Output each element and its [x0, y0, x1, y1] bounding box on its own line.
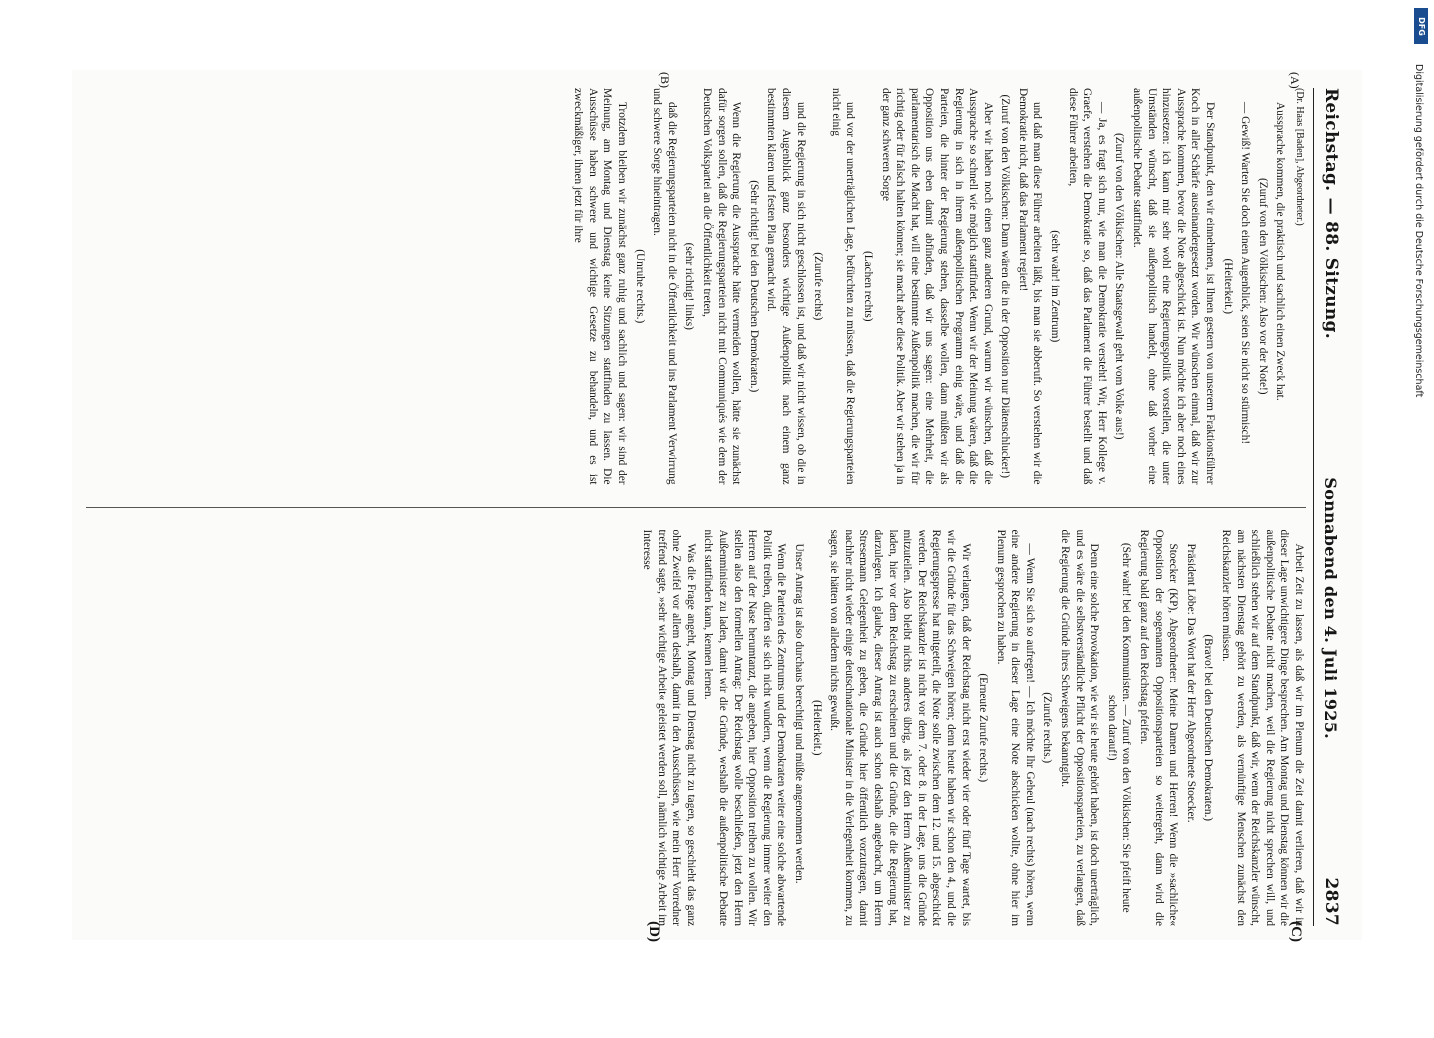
right-paragraph: Arbeit Zeit zu lassen, als daß wir im Plenum die Zeit damit verlieren, daß wir in dieser Lage unwichtigere Dinge besprechen. Am Montag und Dienstag können wir die außenpolitische Debatte nicht machen, weil die Regierung nicht sprechen will, und schließlich stehen wir auf dem Standpunkt, daß wir, wenn der Reichskanzler wünscht, am nächsten Dienstag gehört zu werden, als vernünftige Menschen zunächst den Reichskanzler hören müssen. — [1220, 529, 1305, 926]
margin-marker-d: (D) — [646, 921, 662, 942]
right-paragraph: (Heiterkeit.) — [810, 699, 823, 756]
left-paragraph: Trotzdem bleiben wir zunächst ganz ruhig und sachlich und sagen: wir sind der Meinung, am Montag und Dienstag keine Sitzungen stattfinden zu lassen. Die Ausschüsse haben schwere und wichtige Gesetze zu behandeln, und es ist zweckmäßiger, ihnen jetzt für ihre — [572, 88, 629, 485]
rotated-page — [72, 70, 1362, 940]
right-paragraph: Wenn die Parteien des Zentrums und der Demokraten weiter eine solche abwartende Politik treiben, dürfen sie sich nicht wundern, wenn die Regierung immer weiter den Herren auf der Nase herumtanzt, die angeben, hier Opposition treiben zu wollen. Wir stellen also den formellen Antrag: Der Reichstag wolle beschließen, jetzt den Herrn Außenminister zu laden, damit wir die Gründe, weshalb die außenpolitische Debatte nicht stattfinden kann, kennen lernen. — [702, 529, 788, 926]
digitization-note — [1410, 54, 1428, 1038]
left-paragraph: — Ja, es fragt sich nur, wie man die Demokratie versteht! Wir, Herr Kollege v. Graefe, verstehen die Demokratie so, daß das Parlament die Führer bestellt und daß diese Führer arbeiten, — [1066, 88, 1108, 485]
right-paragraph: Unser Antrag ist also durchaus berechtigt und müßte angenommen werden. — [793, 543, 805, 884]
text-columns — [86, 88, 1306, 926]
digitization-note-text: Digitalisierung gefördert durch die Deutsche Forschungsgemeinschaft — [1413, 64, 1424, 398]
right-paragraph: (Zurufe rechts.) — [1041, 692, 1054, 764]
left-paragraph: (Lachen rechts) — [861, 250, 874, 322]
dfg-logo: DFG — [1414, 8, 1428, 44]
right-column — [86, 530, 1306, 927]
left-paragraph: (sehr wahr! im Zentrum) — [1049, 230, 1062, 343]
left-paragraph: und die Regierung in sich nicht geschlossen ist, und daß wir nicht wissen, ob die in diesem Augenblick ganz besonders wichtige Außenpolitik nach einem ganz bestimmten klaren und festen Plan gemacht wird. — [765, 88, 807, 485]
left-paragraph: (Heiterkeit.) — [1221, 258, 1234, 314]
margin-marker-b: (B) — [658, 72, 672, 88]
left-paragraph: (sehr richtig! links) — [683, 242, 696, 330]
left-paragraph: Wenn die Regierung die Aussprache hätte vermeiden wollen, hätte sie zunächst dafür sorgen sollen, daß die Regierungsparteien nicht mit Communiqués wie dem der Deutschen Volkspartei an die Öffentlichkeit treten, — [701, 88, 743, 485]
right-paragraph: (Erneute Zurufe rechts.) — [977, 673, 990, 783]
right-paragraph: Denn eine solche Provokation, wie wir sie heute gehört haben, ist doch unerträglich, und es wäre die selbstverständliche Pflicht der Oppositionsparteien, zu verlangen, daß die Regierung die Gründe ihres Schweigens bekanntgibt. — [1059, 529, 1101, 926]
margin-marker-c: (C) — [1288, 921, 1304, 942]
right-paragraph: Stoecker (KP), Abgeordneter: Meine Damen und Herren! Wenn die »sachliche« Opposition der sogenannten Oppositionsparteien so weitergeht, dann wird die Regierung bald ganz auf den Reichstag pfeifen. — [1138, 529, 1180, 926]
left-paragraph: (Unruhe rechts.) — [633, 249, 646, 324]
page-number: 2837 — [1321, 877, 1341, 926]
left-paragraph: Der Standpunkt, den wir einnehmen, ist Ihnen gestern von unserem Fraktionsführer Koch in aller Schärfe auseinandergesetzt worden. Wir wünschen einmal, daß wir zur Aussprache kommen, bevor die Note abgeschickt ist. Nun möchte ich aber noch eines hinzusetzen: ich kann mir sehr wohl eine Regierungspolitik vorstellen, die unter Umständen wünscht, daß sie außenpolitisch handelt, ohne daß vorher eine außenpolitische Debatte stattfindet. — [1131, 88, 1217, 485]
left-paragraph: (Sehr richtig! bei den Deutschen Demokraten.) — [747, 180, 760, 393]
right-paragraph: Präsident Löbe: Das Wort hat der Herr Abgeordnete Stoecker. — [1184, 543, 1197, 823]
header-left: Reichstag. — 88. Sitzung. — [1321, 88, 1341, 339]
right-paragraph: (Bravo! bei den Deutschen Demokraten.) — [1202, 634, 1215, 822]
left-paragraph: und vor der unerträglichen Lage, befürchten zu müssen, daß die Regierungsparteien nicht einig — [829, 88, 857, 485]
right-paragraph: (Sehr wahr! bei den Kommunisten. — Zuruf von den Völkischen: Sie pfeift heute schon darauf!) — [1105, 542, 1133, 913]
right-paragraph: — Wenn Sie sich so aufregen! — Ich möchte Ihr Geheul (nach rechts) hören, wenn eine andere Regierung in dieser Lage eine Note abschicken wollte, ohne hier im Plenum gesprochen zu haben. — [994, 529, 1036, 926]
left-paragraph: — Gewiß! Warten Sie doch einen Augenblick, seien Sie nicht so stürmisch! — [1239, 102, 1252, 445]
right-paragraph: Wir verlangen, daß der Reichstag nicht erst wieder vier oder fünf Tage wartet, bis wir die Gründe für das Schweigen hören; denn heute haben wir schon den 4., und die Regierungspresse hat mitgeteilt, die Note solle zwischen dem 12. und 15. abgeschickt werden. Der Reichskanzler ist nicht vor dem 7. oder 8. in der Lage, uns die Gründe mitzuteilen. Also bleibt nichts anderes übrig, als jetzt den Herrn Außenminister zu laden, hier vor dem Reichstag zu erscheinen und die Gründe, die die Regierung hat, darzulegen. Ich glaube, dieser Antrag ist auch schon deshalb angebracht, um Herrn Stresemann Gelegenheit zu geben, die Gründe hier öffentlich vorzutragen, damit nachher nicht wieder einige deutschnationale Minister in die Verlegenheit kommen, zu sagen, sie hätten von alledem nichts gewußt. — [828, 529, 972, 926]
left-paragraph: (Zuruf von den Völkischen: Also vor der Note!) — [1256, 177, 1269, 395]
left-paragraph: (Zurufe rechts) — [812, 252, 825, 321]
column-divider — [86, 507, 1306, 508]
speaker-head: (Dr. Haas [Baden], Abgeordneter.) — [1294, 88, 1305, 226]
margin-marker-a: (A) — [1288, 72, 1302, 89]
running-head — [1313, 88, 1348, 926]
left-paragraph: (Zuruf von den Völkischen: Dann wären die in der Opposition nur Diätenschlucker!) — [999, 94, 1012, 478]
header-date: Sonnabend den 4. Juli 1925. — [1321, 477, 1341, 740]
left-paragraph: und daß man diese Führer arbeiten läßt, bis man sie abberuft. So verstehen wir die Demokratie nicht, daß das Parlament regiert! — [1016, 88, 1044, 485]
left-column — [86, 88, 1306, 485]
scanned-page — [72, 70, 1362, 940]
right-paragraph: Was die Frage angeht, Montag und Dienstag nicht zu tagen, so geschieht das ganz ohne Zweifel vor allem deshalb, damit in den Ausschüssen, wie mein Herr Vorredner treffend sagte, »sehr wichtige Arbeit« geleistet werden soll, nämlich wichtige Arbeit im Interesse — [641, 529, 697, 926]
left-paragraph: Aussprache kommen, die praktisch und sachlich einen Zweck hat. — [1274, 102, 1287, 401]
left-paragraph: Aber wir haben noch einen ganz anderen Grund, warum wir wünschen, daß die Aussprache so schnell wie möglich stattfindet. Wenn wir der Meinung wären, daß die Regierung in sich in ihrem außenpolitischen Programm einig wäre, und daß die Parteien, die hinter der Regierung stehen, dasselbe wollen, dann müßten wir als Opposition uns eben damit abfinden, daß wir uns sagen: eine Mehrheit, die parlamentarisch die Macht hat, will eine bestimmte Außenpolitik machen, die wir für richtig oder für falsch halten können; sie macht aber diese Politik. Aber wir stehen ja in der ganz schweren Sorge — [879, 88, 994, 485]
left-paragraph: (Zuruf von den Völkischen: Alle Staatsgewalt geht vom Volke aus!) — [1113, 132, 1126, 440]
left-paragraph: daß die Regierungsparteien nicht in die Öffentlichkeit und ins Parlament Verwirrung und schwere Sorge hineintragen. — [651, 88, 678, 485]
